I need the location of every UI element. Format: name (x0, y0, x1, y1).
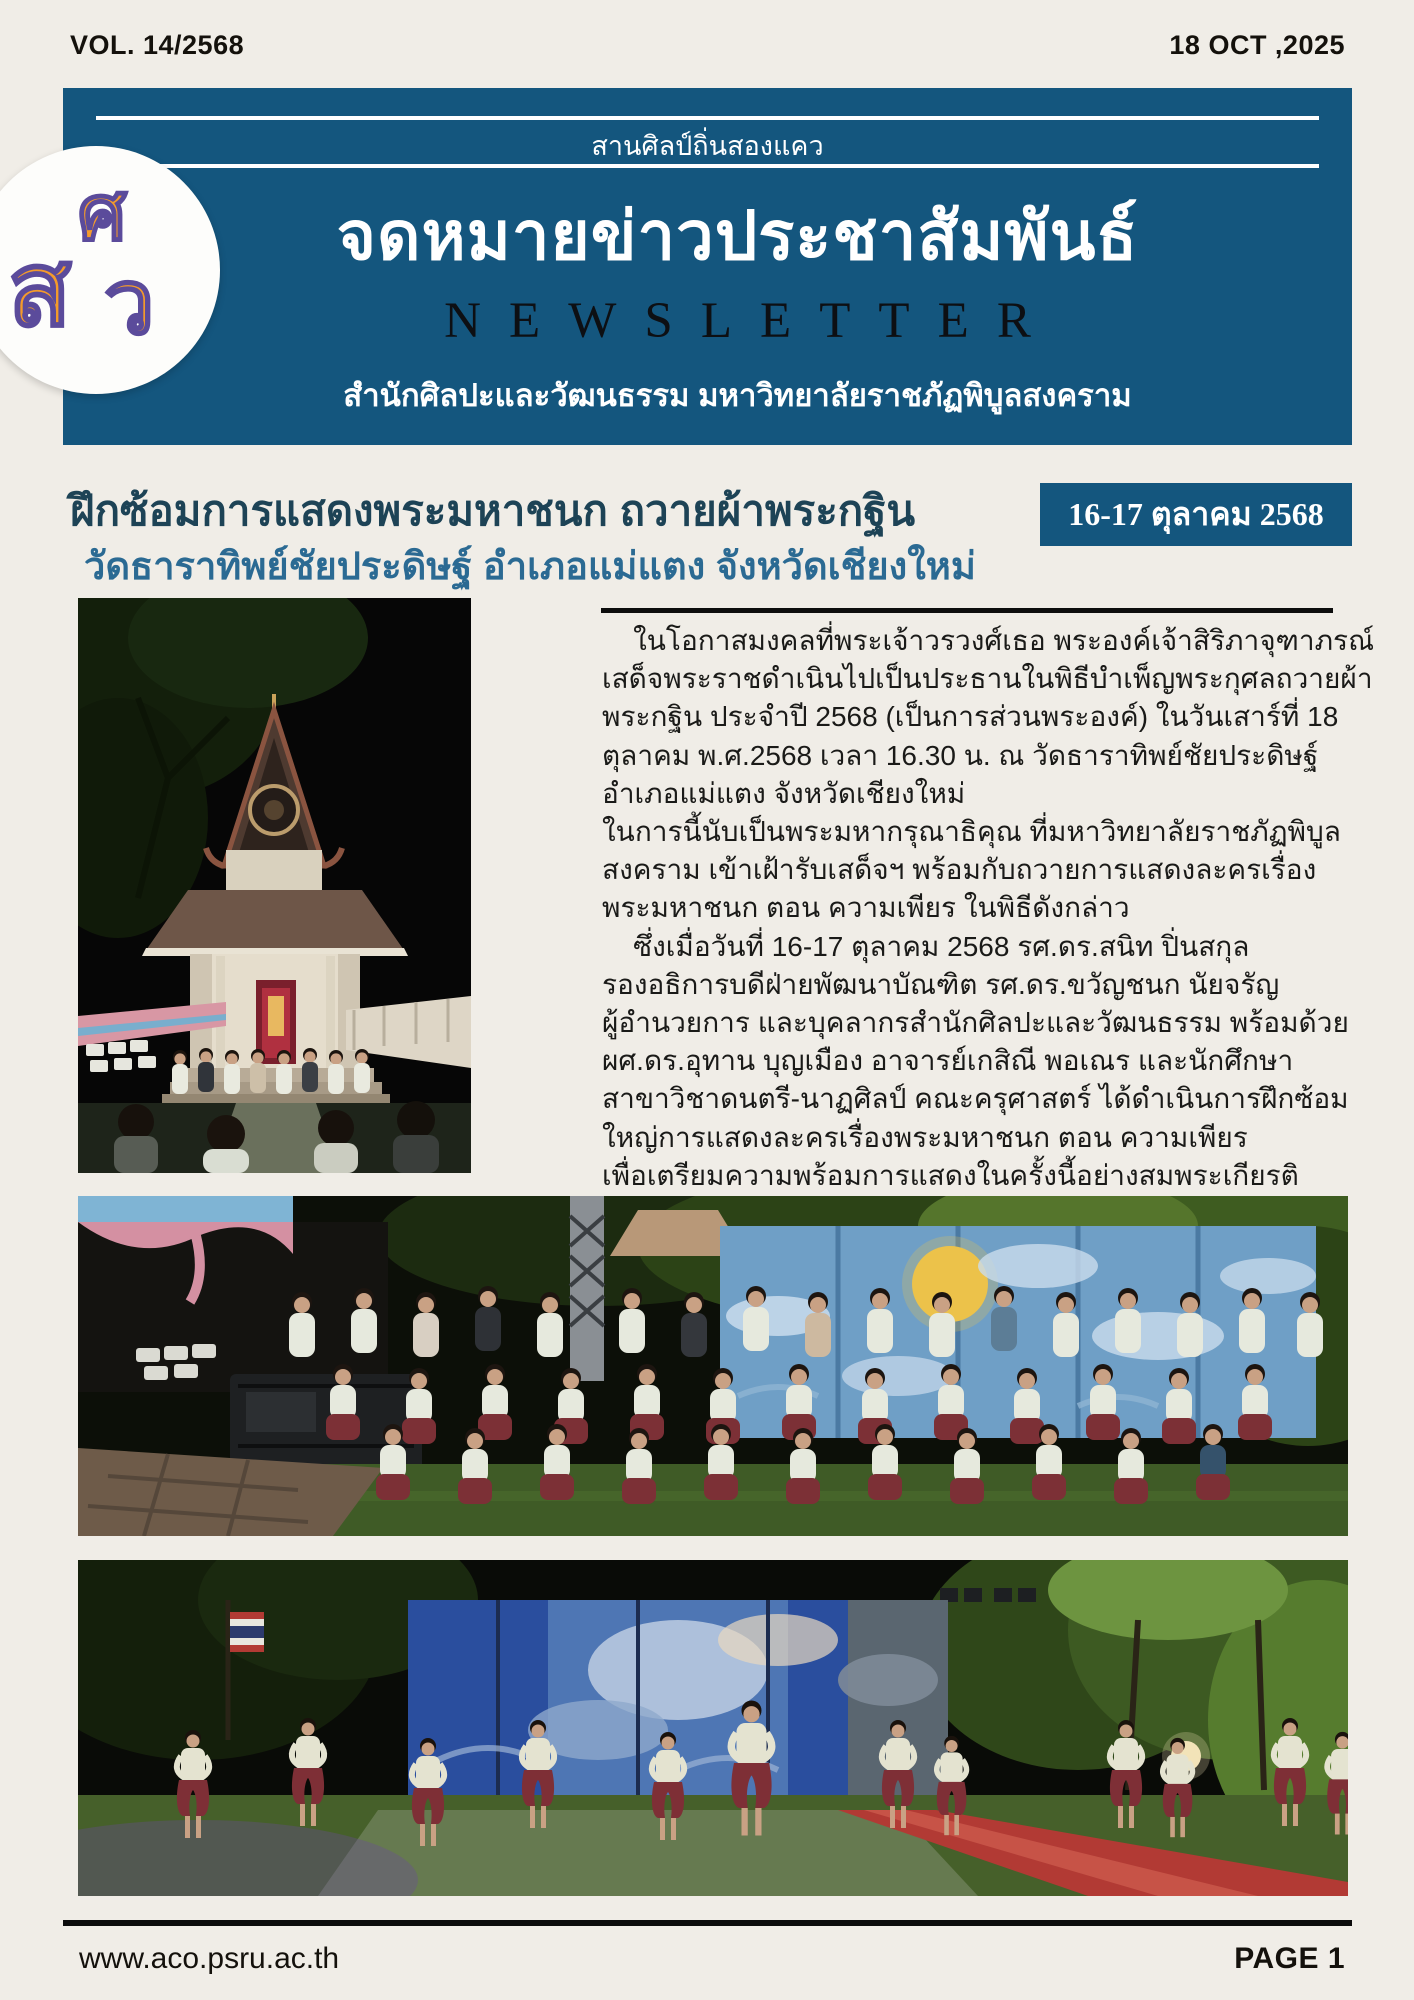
article-body-line: พระกฐิน ประจำปี 2568 (เป็นการส่วนพระองค์) ในวันเสาร์ที่ 18 (602, 701, 1339, 733)
article-body-line: รองอธิการบดีฝ่ายพัฒนาบัณฑิต รศ.ดร.ขวัญชนก นัยจรัญ (602, 968, 1280, 1000)
group-photo-illustration (78, 1196, 1348, 1536)
article-divider (601, 608, 1333, 613)
footer-page-number: PAGE 1 (1234, 1942, 1345, 1975)
temple-night-photo (78, 598, 471, 1173)
article-body (602, 622, 1375, 1195)
newsletter-title-thai: จดหมายข่าวประชาสัมพันธ์ (336, 199, 1139, 274)
article-body-line: เพื่อเตรียมความพร้อมการแสดงในครั้งนี้อย่างสมพระเกียรติ (602, 1159, 1299, 1191)
article-body-line: สาขาวิชาดนตรี-นาฏศิลป์ คณะครุศาสตร์ ได้ดำเนินการฝึกซ้อม (602, 1083, 1349, 1115)
newsletter-title-english: NEWSLETTER (444, 293, 1059, 349)
temple-night-illustration (78, 598, 471, 1173)
article-body-line: ตุลาคม พ.ศ.2568 เวลา 16.30 น. ณ วัดธาราทิพย์ชัยประดิษฐ์ (602, 739, 1319, 771)
banner-divider-top (96, 116, 1319, 120)
dance-performance-photo (78, 1560, 1348, 1896)
logo-glyph-right: ว (104, 253, 155, 353)
banner-tagline: สานศิลป์ถิ่นสองแคว (591, 131, 824, 161)
article-body-line: ในโอกาสมงคลที่พระเจ้าวรวงศ์เธอ พระองค์เจ้าสิริภาจุฑาภรณ์ (602, 625, 1375, 656)
logo-glyph-top: ศ (78, 171, 127, 256)
volume-label: VOL. 14/2568 (70, 30, 245, 60)
masthead-banner (63, 88, 1352, 445)
truss-tower (570, 1196, 604, 1381)
event-date-badge: 16-17 ตุลาคม 2568 (1040, 483, 1352, 546)
thai-flag-icon (230, 1612, 264, 1652)
article-body-line: อำเภอแม่แตง จังหวัดเชียงใหม่ (602, 777, 966, 809)
footer-website: www.aco.psru.ac.th (79, 1942, 340, 1975)
article-subheadline: วัดธาราทิพย์ชัยประดิษฐ์ อำเภอแม่แตง จังหวัดเชียงใหม่ (84, 546, 976, 588)
article-body-line: ซึ่งเมื่อวันที่ 16-17 ตุลาคม 2568 รศ.ดร.สนิท ปิ่นสกุล (602, 930, 1250, 962)
dance-performance-illustration (78, 1560, 1348, 1896)
article-body-line: สงคราม เข้าเฝ้ารับเสด็จฯ พร้อมกับถวายการแสดงละครเรื่อง (602, 854, 1317, 886)
article-body-line: เสด็จพระราชดำเนินไปเป็นประธานในพิธีบำเพ็ญพระกุศลถวายผ้า (602, 663, 1373, 695)
banner-divider-bottom (96, 164, 1319, 168)
article-body-line: ผศ.ดร.อุทาน บุญเมือง อาจารย์เกสิณี พอเณร และนักศึกษา (602, 1045, 1294, 1077)
article-body-line: ผู้อำนวยการ และบุคลากรสำนักศิลปะและวัฒนธรรม พร้อมด้วย (602, 1007, 1349, 1039)
issue-date: 18 OCT ,2025 (1169, 30, 1345, 60)
group-photo (78, 1196, 1348, 1536)
article-body-line: ใหญ่การแสดงละครเรื่องพระมหาชนก ตอน ความเพียร (602, 1121, 1248, 1153)
logo-glyph-left: ส (8, 232, 72, 348)
organization-subtitle: สำนักศิลปะและวัฒนธรรม มหาวิทยาลัยราชภัฏพิบูลสงคราม (343, 378, 1132, 413)
footer-divider (63, 1920, 1352, 1926)
article-body-line: พระมหาชนก ตอน ความเพียร ในพิธีดังกล่าว (602, 892, 1130, 924)
article-body-line: ในการนี้นับเป็นพระมหากรุณาธิคุณ ที่มหาวิทยาลัยราชภัฏพิบูล (602, 816, 1341, 848)
article-headline: ฝึกซ้อมการแสดงพระมหาชนก ถวายผ้าพระกฐิน (70, 487, 916, 534)
